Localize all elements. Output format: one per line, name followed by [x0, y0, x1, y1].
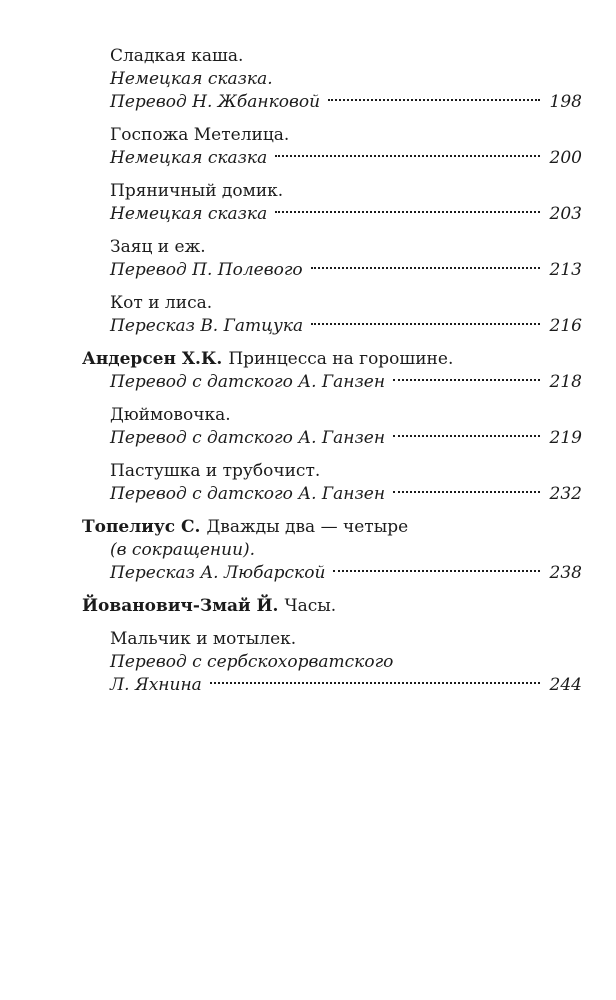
dot-leader: [275, 211, 540, 213]
entry-title-line: [82, 628, 582, 651]
entry-note: Перевод с датского А. Ганзен: [110, 484, 386, 504]
entry-title-line: [82, 292, 582, 315]
entry-note: Перевод с датского А. Ганзен: [110, 428, 386, 448]
entry-note: Л. Яхнина: [110, 675, 202, 695]
entry-note: Перевод с сербскохорватского: [110, 652, 394, 672]
dot-leader: [311, 323, 540, 325]
toc-entry-sweet-porridge: [82, 45, 582, 114]
page-number: 216: [549, 316, 582, 336]
entry-subtitle-line: [82, 539, 582, 562]
entry-title-line: [82, 45, 582, 68]
toc-entry-clock: [82, 595, 582, 618]
entry-page-line: [82, 674, 582, 697]
entry-page-line: [82, 427, 582, 450]
toc-entry-twice-two-four: [82, 516, 582, 585]
entry-page-line: [82, 203, 582, 226]
page-number: 198: [549, 92, 582, 112]
entry-title-line: [82, 404, 582, 427]
entry-note: Немецкая сказка: [110, 204, 268, 224]
toc-entry-mother-hulda: [82, 124, 582, 170]
page-number: 200: [549, 148, 582, 168]
entry-title-line: [82, 236, 582, 259]
page-number: 218: [549, 372, 582, 392]
entry-title-line: [82, 460, 582, 483]
entry-title: Дважды два — четыре: [206, 517, 409, 537]
entry-subtitle-line: [82, 68, 582, 91]
entry-title: Пряничный домик.: [110, 181, 284, 201]
entry-page-line: [82, 371, 582, 394]
dot-leader: [393, 379, 540, 381]
toc-entry-cat-and-fox: [82, 292, 582, 338]
entry-page-line: [82, 315, 582, 338]
entry-title: Дюймовочка.: [110, 405, 231, 425]
page-number: 203: [549, 204, 582, 224]
entry-title: Заяц и еж.: [110, 237, 206, 257]
entry-title-line: [82, 348, 582, 371]
entry-note: Перевод Н. Жбанковой: [110, 92, 321, 112]
page-number: 244: [549, 675, 582, 695]
entry-note: Пересказ А. Любарской: [110, 563, 326, 583]
toc-entry-thumbelina: [82, 404, 582, 450]
dot-leader: [333, 570, 540, 572]
table-of-contents: [82, 45, 582, 707]
page-number: 232: [549, 484, 582, 504]
entry-title: Мальчик и мотылек.: [110, 629, 297, 649]
dot-leader: [328, 99, 540, 101]
toc-entry-gingerbread-house: [82, 180, 582, 226]
entry-title: Госпожа Метелица.: [110, 125, 290, 145]
author-name: Йованович-Змай Й.: [82, 596, 279, 616]
entry-page-line: [82, 562, 582, 585]
dot-leader: [393, 491, 540, 493]
entry-title: Кот и лиса.: [110, 293, 213, 313]
dot-leader: [210, 682, 540, 684]
entry-note: Немецкая сказка.: [110, 69, 273, 89]
entry-title: Пастушка и трубочист.: [110, 461, 321, 481]
dot-leader: [393, 435, 540, 437]
entry-subtitle-line: [82, 651, 582, 674]
author-name: Топелиус С.: [82, 517, 201, 537]
entry-title-line: [82, 516, 582, 539]
toc-entry-shepherdess-and-sweep: [82, 460, 582, 506]
entry-note: Перевод с датского А. Ганзен: [110, 372, 386, 392]
page-number: 213: [549, 260, 582, 280]
entry-title: Часы.: [284, 596, 337, 616]
entry-note: (в сокращении).: [110, 540, 256, 560]
dot-leader: [311, 267, 540, 269]
toc-entry-hare-and-hedgehog: [82, 236, 582, 282]
author-name: Андерсен Х.К.: [82, 349, 223, 369]
entry-page-line: [82, 259, 582, 282]
dot-leader: [275, 155, 540, 157]
page-number: 219: [549, 428, 582, 448]
entry-title-line: [82, 124, 582, 147]
toc-entry-princess-and-pea: [82, 348, 582, 394]
toc-entry-boy-and-moth: [82, 628, 582, 697]
entry-page-line: [82, 483, 582, 506]
entry-title: Принцесса на горошине.: [228, 349, 454, 369]
entry-title-line: [82, 180, 582, 203]
entry-page-line: [82, 147, 582, 170]
page-number: 238: [549, 563, 582, 583]
entry-page-line: [82, 91, 582, 114]
entry-note: Пересказ В. Гатцука: [110, 316, 304, 336]
entry-note: Перевод П. Полевого: [110, 260, 303, 280]
entry-title: Сладкая каша.: [110, 46, 244, 66]
entry-note: Немецкая сказка: [110, 148, 268, 168]
entry-title-line: [82, 595, 582, 618]
